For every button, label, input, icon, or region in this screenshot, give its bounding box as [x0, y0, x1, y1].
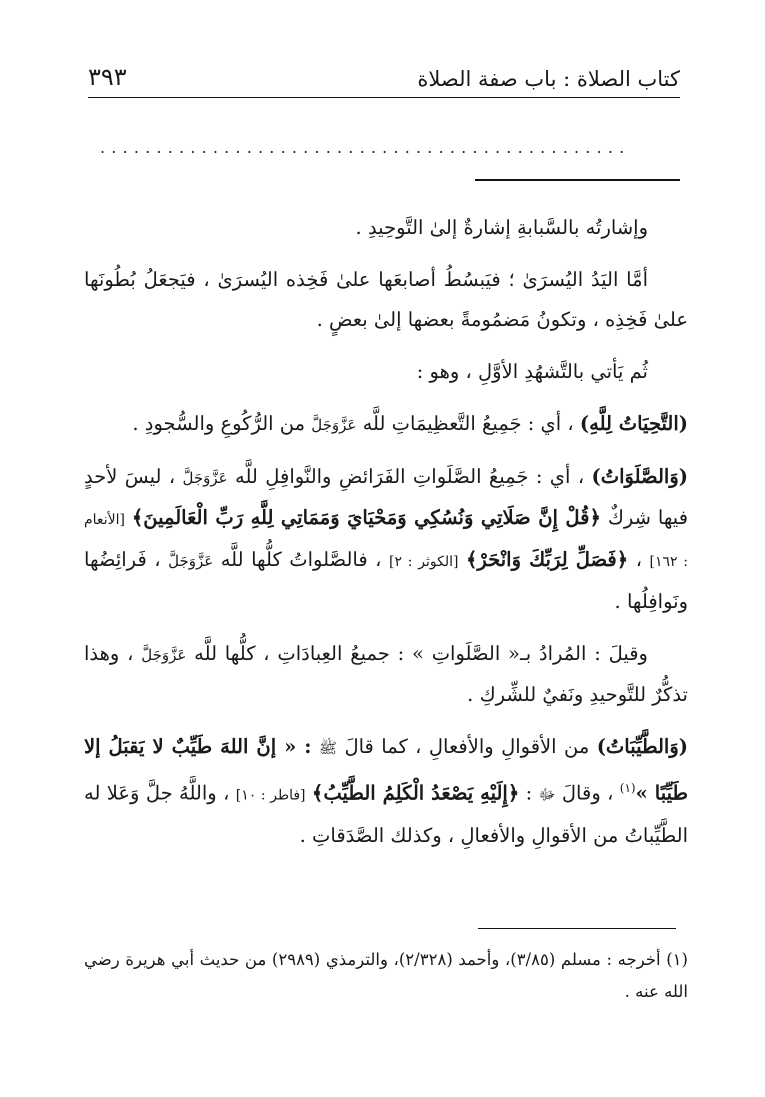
chapter-title: كتاب الصلاة : باب صفة الصلاة — [417, 67, 680, 91]
honorific-azza: عَزَّوَجَلَّ — [182, 469, 228, 487]
quran-verse-fatir: ﴿إِلَيْهِ يَصْعَدُ الْكَلِمُ الطَّيِّبُ﴾ — [311, 781, 520, 805]
tayyibat-text-b: ، وقالَ — [561, 781, 614, 805]
paragraph-salawat — [84, 457, 688, 622]
paragraph-salawat-meaning — [84, 634, 688, 715]
running-header — [88, 58, 680, 98]
tahiyyat-text-b: من الرُّكُوعِ والسُّجودِ . — [132, 412, 306, 435]
paragraph-left-hand: أمَّا اليَدُ اليُسرَىٰ ؛ فيَبسُطُ أصابعَها علىٰ فَخِذه اليُسرَىٰ ، فيَجعَلُ بُطُونَها علىٰ فَخِذِه ، وتكونُ مَضمُومةً بعضها إلىٰ بعضٍ . — [84, 268, 688, 331]
main-text — [84, 208, 688, 868]
paragraph-tahiyyat — [84, 404, 688, 445]
salawat-text-a: ، أي : جَمِيعُ الصَّلَواتِ الفَرَائضِ والنَّوافِلِ للَّه — [235, 465, 585, 488]
salawat-text-e: ، فَرائِضُها ونَوافِلُها . — [84, 548, 688, 613]
meaning-text-b: ، وهذا تذكُّرٌ للتَّوحيدِ ونَفيٌ للشِّركِ . — [84, 642, 688, 706]
honorific-azza: عَزَّوَجَلَّ — [311, 416, 357, 434]
salawat-text-c: ، — [635, 548, 642, 571]
paragraph-tawhid: وإشارتُه بالسَّبابةِ إشارةٌ إلىٰ التَّوحِيدِ . — [355, 216, 648, 239]
paragraph-tayyibat — [84, 727, 688, 856]
ref-fatir: [فاطر : ١٠] — [235, 787, 306, 804]
term-tayyibat: (وَالطَّيِّبَاتُ) — [596, 735, 688, 758]
honorific-jalla: ﷻ — [538, 785, 556, 804]
ref-anam: [الأنعام : ١٦٢] — [84, 512, 689, 570]
tayyibat-text-c: : — [525, 781, 533, 805]
page-number: ٣٩٣ — [88, 63, 127, 91]
footnote-1: (١) أخرجه : مسلم (٣/٨٥)، وأحمد (٢/٣٢٨)، والترمذي (٢٩٨٩) من حديث أبي هريرة رضي الله عنه . — [84, 950, 688, 1001]
salawat-text-d: ، فالصَّلواتُ كلُّها للَّه — [220, 548, 382, 571]
honorific-salla: ﷺ — [318, 739, 338, 757]
honorific-azza: عَزَّوَجَلَّ — [168, 552, 214, 570]
section-rule — [475, 179, 680, 181]
tahiyyat-text-a: ، أي : جَمِيعُ التَّعظِيمَاتِ للَّه — [362, 412, 574, 435]
quran-verse-kawthar: ﴿فَصَلِّ لِرَبِّكَ وَانْحَرْ﴾ — [465, 548, 629, 571]
salawat-text-b: ، ليسَ لأحدٍ فيها شِركٌ — [84, 465, 689, 529]
hadith-text: : « إنَّ اللهَ طَيِّبٌ لا يَقبَلُ إلا طَيِّبًا » — [84, 735, 688, 805]
term-salawat: (وَالصَّلَوَاتُ) — [591, 465, 688, 488]
ref-kawthar: [الكوثر : ٢] — [389, 554, 459, 570]
paragraph-first-tashahhud: ثُم يَأتي بالتَّشهُدِ الأوَّلِ ، وهو : — [416, 360, 648, 383]
quran-verse-anam: ﴿قُلْ إِنَّ صَلَاتِي وَنُسُكِي وَمَحْيَايَ وَمَمَاتِي لِلَّهِ رَبِّ الْعَالَمِينَ﴾ — [131, 506, 601, 529]
dotted-separator: ............................................... — [100, 138, 631, 157]
tayyibat-text-d: ، واللَّهُ جلَّ وَعَلا له الطَّيِّباتُ من الأقوالِ والأفعالِ ، وكذلك الصَّدَقاتِ . — [84, 781, 688, 847]
meaning-text-a: وقيلَ : المُرادُ بـ« الصَّلَواتِ » : جميعُ العِبادَاتِ ، كلُّها للَّه — [194, 642, 648, 665]
term-tahiyyat: (التَّحِيَاتُ لِلَّهِ) — [579, 412, 688, 435]
footnotes — [84, 944, 688, 1008]
tayyibat-text-a: من الأقوالِ والأفعالِ ، كما قالَ — [344, 735, 590, 758]
footnote-rule — [478, 928, 676, 929]
honorific-azza: عَزَّوَجَلَّ — [141, 646, 187, 664]
footnote-marker[interactable]: (١) — [619, 781, 636, 795]
